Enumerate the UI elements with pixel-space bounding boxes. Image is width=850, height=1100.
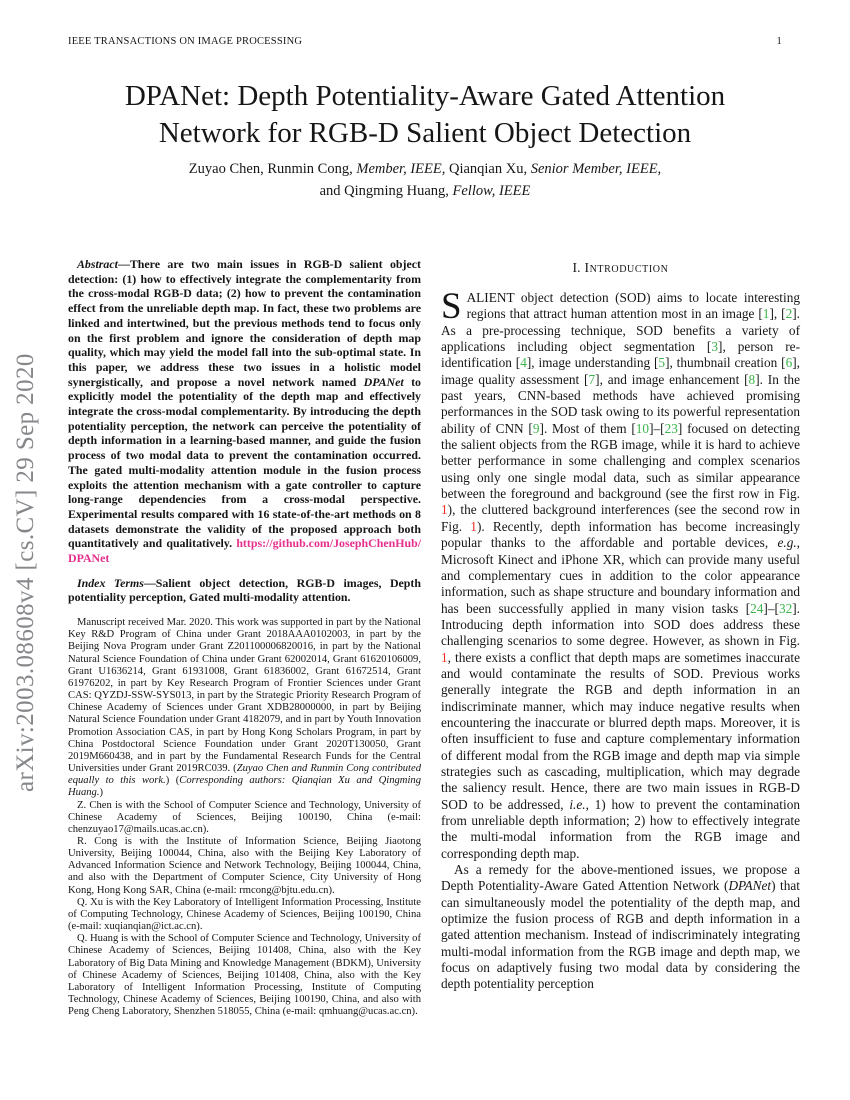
text-segment: ] focused on detecting the salient objects from the RGB image, while it is hard to achieve better performance in some challenging and complex scenarios using only one single modal data, such as similar appearance between the foreground and background (see the first row in Fig. xyxy=(441,420,800,502)
text-segment: ], person re-identification [ xyxy=(441,339,801,371)
citation-link[interactable]: 24 xyxy=(750,600,764,616)
right-column xyxy=(441,257,800,993)
italic-text: DPANet xyxy=(728,878,772,894)
index-terms-text: —Salient object detection, RGB-D images, Depth potentiality perception, Gated multi-modality attention. xyxy=(68,575,421,605)
citation-link[interactable]: 32 xyxy=(778,600,793,616)
paper-title xyxy=(60,78,790,152)
citation-link[interactable]: 3 xyxy=(711,339,719,355)
paper-title-line-1: DPANet: Depth Potentiality-Aware Gated Attention xyxy=(124,80,726,112)
text-segment: , 1) how to prevent the contamination from unreliable depth information; 2) how to effectively integrate the multi-modal information from the RGB image and corresponding depth map. xyxy=(441,796,800,861)
citation-link[interactable]: 23 xyxy=(664,420,678,436)
text-segment: ]. In the past years, CNN-based methods have achieved promising performances in the SOD task owing to its powerful representation ability of CNN [ xyxy=(441,371,800,436)
text-segment: , Microsoft Kinect and iPhone XR, which can provide many useful and complementary cues in addition to the color appearance information, such as shape structure and boundary information and has been successfully applied in many vision tasks [ xyxy=(441,535,800,616)
text-segment: Qianqian Xu, xyxy=(445,161,531,177)
text-segment: ]–[ xyxy=(649,420,665,436)
text-segment: Zuyao Chen, Runmin Cong, xyxy=(188,161,357,177)
intro-paragraph-2 xyxy=(441,862,800,993)
page-number: 1 xyxy=(776,36,782,47)
text-segment: ) xyxy=(99,787,104,799)
text-segment: —There are two main issues in RGB-D salient object detection: (1) how to effectively integrate the complementarity from the cross-modal RGB-D data; (2) how to prevent the contamination effect from the unreliable depth map. In fact, these two problems are linked and intertwined, but the previous methods tend to focus only on the first problem and ignore the consideration of depth map quality, which may yield the model fall into the sub-optimal state. In this paper, we address these two issues in a holistic model synergistically, and propose a novel network named xyxy=(68,257,421,389)
text-segment: ]–[ xyxy=(763,600,779,616)
text-segment: ], image quality assessment [ xyxy=(441,355,800,387)
abstract-label: Abstract xyxy=(77,257,118,271)
figure-link[interactable]: 1 xyxy=(441,502,448,518)
footnote-author-z-chen xyxy=(68,800,421,836)
italic-text: Senior Member, IEEE, xyxy=(530,161,662,177)
running-header xyxy=(68,36,782,47)
intro-paragraph-1-text xyxy=(441,286,801,861)
text-segment: ), the cluttered background interferences (see the second row in Fig. xyxy=(441,502,800,534)
left-column xyxy=(68,257,421,1018)
italic-text: i.e. xyxy=(569,796,586,812)
text-segment: ALIENT object detection (SOD) aims to locate interesting regions that attract human attention most in an image [ xyxy=(466,290,800,322)
italic-text: Member, IEEE, xyxy=(356,161,446,177)
text-segment: ], and image enhancement [ xyxy=(595,371,749,387)
text-segment: R. Cong is with the Institute of Information Science, Beijing Jiaotong University, Beijing 100044, China, also with the Beijing Key Laboratory of Advanced Information Science and Network Technology, Beijing 100044, China, and also with the Department of Computer Science, City University of Hong Kong, Hong Kong SAR, China (e-mail: rmcong@bjtu.edu.cn). xyxy=(68,835,421,896)
dropcap-letter: S xyxy=(441,286,462,327)
author-line-1 xyxy=(60,159,790,181)
arxiv-watermark: arXiv:2003.08608v4 [cs.CV] 29 Sep 2020 xyxy=(12,353,39,792)
text-segment: to explicitly model the potentiality of the depth map and effectively integrate the cross-modal complementarity. By introducing the depth potentiality perception, the network can perceive the potentiality of depth information in a learning-based manner, and guide the fusion process of two modal data to prevent the contamination occurred. The gated multi-modality attention module in the fusion process exploits the attention mechanism with a gate controller to capture long-range dependencies from a cross-modal perspective. Experimental results compared with 16 state-of-the-art methods on 8 datasets demonstrate the validity of the proposed approach both quantitatively and qualitatively. xyxy=(68,374,421,551)
section-title: Introduction xyxy=(584,260,669,275)
footnote-block xyxy=(68,617,421,1018)
text-segment: ]. Introducing depth information into SOD does address these challenging scenarios to some degree. However, as shown in Fig. xyxy=(441,600,800,649)
abstract-text xyxy=(68,257,421,550)
citation-link[interactable]: 5 xyxy=(658,355,666,371)
citation-link[interactable]: 1 xyxy=(762,306,770,322)
github-link[interactable]: https://github.com/JosephChenHub/DPANet xyxy=(68,536,421,566)
intro-paragraph-1 xyxy=(441,286,801,862)
text-segment: ], thumbnail creation [ xyxy=(665,355,786,371)
text-segment: Manuscript received Mar. 2020. This work was supported in part by the National Key R&D Program of China under Grant 2018AAA0102003, in part by the Beijing Nova Program under Grant Z201100006820016, in part by the National Natural Science Foundation of China under Grant 62002014, Grant 61620106009, Grant U1636214, Grant 61931008, Grant 61836002, Grant 61672514, Grant 61976202, in part by Key Research Program of Frontier Sciences under Grant CAS: QYZDJ-SSW-SYS013, in part by the Strategic Priority Research Program of Chinese Academy of Sciences under Grant XDB28000000, in part by Beijing Natural Science Foundation under Grant 4182079, and in part by Youth Innovation Promotion Association CAS, in part by Hong Kong Scholars Program, in part by China Postdoctoral Science Foundation under Grant 2020T130050, Grant 2019M660438, and in part by the Fundamental Research Funds for the Central Universities under Grant 2019RC039. ( xyxy=(68,617,421,775)
index-terms xyxy=(68,576,421,605)
text-segment: Q. Huang is with the School of Computer Science and Technology, University of Chinese Academy of Sciences, Beijing 101408, China, also with the Key Laboratory of Big Data Mining and Knowledge Management (BDKM), University of Chinese Academy of Sciences, Beijing 101408, China, also with the Key Laboratory of Intelligent Information Processing, Institute of Computing Technology, Chinese Academy of Sciences, Beijing 100190, China, and also with Peng Cheng Laboratory, Shenzhen 518055, China (e-mail: qmhuang@ucas.ac.cn). xyxy=(68,933,421,1018)
text-segment: ], [ xyxy=(769,306,786,322)
text-segment: ], image understanding [ xyxy=(526,355,659,371)
text-segment: , there exists a conflict that depth maps are sometimes inaccurate and would contaminate the results of SOD. Previous works generally integrate the RGB and depth information in an indiscriminate manner, which may induce negative results when encountering the inaccurate or blurred depth maps. Moreover, it is often insufficient to fuse and capture complementary information of different modal from the RGB image and depth map via simple strategies such as cascading, multiplication, which may degrade the saliency result. Hence, there are two main issues in RGB-D SOD to be addressed, xyxy=(441,649,800,812)
text-segment: ) that can simultaneously model the potentiality of the depth map, and optimize the fusion process of RGB and depth information in a gated attention mechanism. Instead of indiscriminately integrating multi-modal information from the RGB image and depth map, we focus on adaptively fusing two modal data by considering the depth potentiality perception xyxy=(441,878,800,992)
abstract xyxy=(68,257,421,566)
footnote-author-q-huang xyxy=(68,933,421,1018)
italic-text: Corresponding authors: Qianqian Xu and Qingming Huang. xyxy=(68,775,421,799)
section-heading-introduction xyxy=(441,260,800,276)
text-segment: Z. Chen is with the School of Computer Science and Technology, University of Chinese Academy of Sciences, Beijing 100190, China (e-mail: chenzuyao17@mails.ucas.ac.cn). xyxy=(68,799,421,835)
figure-link[interactable]: 1 xyxy=(470,518,477,534)
footnote-author-r-cong xyxy=(68,836,421,897)
figure-link[interactable]: 1 xyxy=(441,649,448,665)
citation-link[interactable]: 8 xyxy=(748,371,756,387)
text-segment: Q. Xu is with the Key Laboratory of Intelligent Information Processing, Institute of Computing Technology, Chinese Academy of Sciences, Beijing 100190, China (e-mail: xuqianqian@ict.ac.cn). xyxy=(68,896,421,933)
citation-link[interactable]: 4 xyxy=(520,355,527,371)
journal-name: IEEE TRANSACTIONS ON IMAGE PROCESSING xyxy=(68,36,303,47)
citation-link[interactable]: 7 xyxy=(588,371,596,387)
index-terms-label: Index Terms xyxy=(77,575,144,590)
footnote-author-q-xu xyxy=(68,897,421,933)
text-segment: ) ( xyxy=(165,775,180,787)
italic-text: DPANet xyxy=(363,374,404,389)
author-line-2 xyxy=(60,181,790,203)
text-segment: As a remedy for the above-mentioned issues, we propose a Depth Potentiality-Aware Gated Attention Network ( xyxy=(441,862,800,894)
section-number: I. xyxy=(572,260,581,275)
footnote-funding xyxy=(68,617,421,799)
paper-title-line-2: Network for RGB-D Salient Object Detection xyxy=(158,117,692,149)
italic-text: Zuyao Chen and Runmin Cong contributed equally to this work. xyxy=(68,763,421,787)
author-block xyxy=(60,159,790,202)
italic-text: Fellow, IEEE xyxy=(452,182,531,199)
citation-link[interactable]: 9 xyxy=(532,420,540,436)
text-segment: ). Recently, depth information has become increasingly popular thanks to the affordable and portable devices, xyxy=(441,518,801,551)
text-segment: and Qingming Huang, xyxy=(319,182,453,199)
citation-link[interactable]: 10 xyxy=(635,420,650,436)
text-segment: ]. Most of them [ xyxy=(539,420,636,436)
text-segment: ]. As a pre-processing technique, SOD benefits a variety of applications including object segmentation [ xyxy=(441,306,800,355)
italic-text: e.g. xyxy=(777,535,797,551)
citation-link[interactable]: 2 xyxy=(785,306,793,322)
citation-link[interactable]: 6 xyxy=(785,355,793,371)
